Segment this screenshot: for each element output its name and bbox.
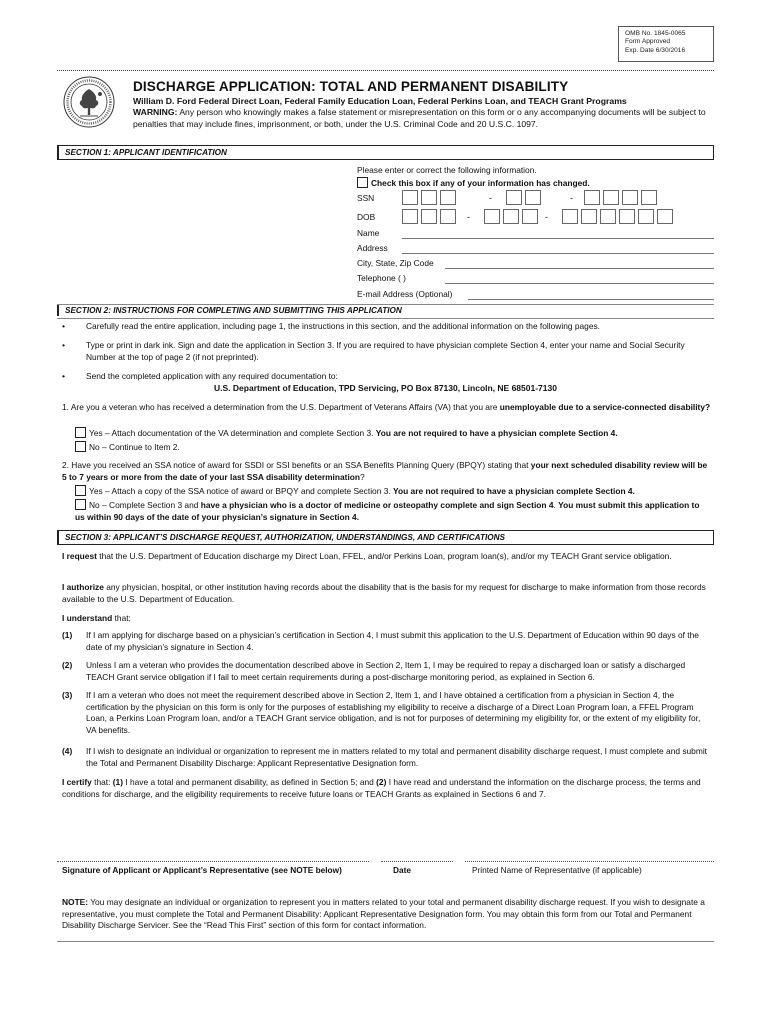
q1-no-row bbox=[75, 441, 180, 454]
telephone-field[interactable] bbox=[445, 283, 714, 284]
department-of-education-seal-icon bbox=[63, 76, 115, 128]
authorize-text: any physician, hospital, or other institution having records about the disability that is the basis for my request for discharge to make information from those records available to the U.S. Department of Education. bbox=[62, 582, 706, 604]
printed-name-label: Printed Name of Representative (if applicable) bbox=[472, 865, 642, 875]
printed-name-field[interactable] bbox=[465, 861, 714, 862]
note-paragraph bbox=[62, 897, 712, 932]
question-2-bold: your next scheduled disability review will be 5 to 7 years or more from the date of your last SSA disability determination bbox=[62, 460, 708, 482]
instruction-2: Type or print in dark ink. Sign and date the application in Section 3. If you are required to have physician complete Section 4, enter your name and Social Security Number at the top of page 2 (if not preprinted). bbox=[86, 340, 685, 362]
signature-field[interactable] bbox=[57, 861, 369, 862]
understand-3-text: If I am a veteran who does not meet the requirement described above in Section 2, Item 1, and I have obtained a certification from a physician in Section 4, the certification by the physician on this form is only for the purposes of establishing my eligibility to receive a discharge of a Direct Loan Program loan, a FFEL Program Loan, a Perkins Loan Program loan, and/or a TEACH Grant service obligation, and is not for purposes of determining my eligibility for, or the extent of my eligibility for, VA benefits. bbox=[86, 690, 701, 735]
email-field[interactable] bbox=[468, 299, 714, 300]
understand-1-number: (1) bbox=[62, 630, 73, 640]
q2-yes-row bbox=[75, 485, 635, 498]
address-field[interactable] bbox=[402, 253, 714, 254]
name-field[interactable] bbox=[402, 238, 714, 239]
date-field[interactable] bbox=[381, 861, 453, 862]
mailing-address: U.S. Department of Education, TPD Servicing, PO Box 87130, Lincoln, NE 68501-7130 bbox=[214, 383, 557, 393]
ssn-label: SSN bbox=[357, 193, 375, 203]
q2-no-bold-2: You must submit this application to us within 90 days of the date of your physician’s signature in Section 4. bbox=[75, 500, 700, 522]
certify-text-2: I have a total and permanent disability, as defined in Section 5; and bbox=[123, 777, 377, 787]
q1-yes-bold: You are not required to have a physician complete Section 4. bbox=[375, 428, 618, 438]
q1-yes-text: Yes – Attach documentation of the VA determination and complete Section 3. bbox=[89, 428, 376, 438]
info-changed-label: Check this box if any of your information has changed. bbox=[371, 178, 590, 188]
q2-yes-text: Yes – Attach a copy of the SSA notice of award or BPQY and complete Section 3. bbox=[89, 486, 394, 496]
dob-boxes-year[interactable] bbox=[562, 209, 676, 224]
section-2-bottom-rule bbox=[57, 318, 714, 319]
certify-paragraph bbox=[62, 777, 712, 800]
omb-number: OMB No. 1845-0065 bbox=[625, 30, 686, 37]
note-text: You may designate an individual or organization to represent you in matters related to your total and permanent disability discharge request. If you wish to designate a representative, you must complete the Total and Permanent Disability: Applicant Representative Designation form. You may obtain this form from our Total and Permanent Disability Discharge Servicer. See the “Read This First” section of this form for contact information. bbox=[62, 897, 705, 931]
authorize-bold: I authorize bbox=[62, 582, 104, 592]
expiration-date: Exp. Date 6/30/2016 bbox=[625, 46, 686, 54]
info-changed-checkbox[interactable] bbox=[357, 177, 368, 188]
q2-yes-bold: You are not required to have a physician complete Section 4. bbox=[393, 486, 635, 496]
authorize-paragraph bbox=[62, 582, 712, 605]
q2-no-text: No – Complete Section 3 and bbox=[89, 500, 201, 510]
dob-dash-2: - bbox=[545, 212, 548, 222]
date-label: Date bbox=[393, 865, 411, 875]
dob-boxes-month[interactable] bbox=[402, 209, 459, 224]
certify-text-1: that: bbox=[91, 777, 113, 787]
understand-2-text: Unless I am a veteran who provides the documentation described above in Section 2, Item 1, I may be required to repay a discharged loan or satisfy a discharged TEACH Grant service obligation if I fail to meet certain requirements during a post-discharge monitoring period, as explained in Section 6. bbox=[86, 660, 686, 682]
warning-body: Any person who knowingly makes a false statement or misrepresentation on this form or o any accompanying documents will be subject to penalties that may include fines, imprisonment, or both, under the U.S. Criminal Code and 20 U.S.C. 1097. bbox=[133, 107, 706, 129]
question-2-end: ? bbox=[360, 471, 365, 482]
certify-text-3: I have read and understand the information on the discharge process, the terms and conditions for discharge, and the eligibility requirements to receive future loans or TEACH Grants as explained in Sections 6 and 7. bbox=[62, 777, 701, 799]
q2-yes-checkbox[interactable] bbox=[75, 485, 86, 496]
q1-no-text: No – Continue to Item 2. bbox=[89, 442, 180, 452]
dob-boxes-day[interactable] bbox=[484, 209, 541, 224]
ssn-dash-1: - bbox=[489, 193, 492, 203]
understand-paragraph bbox=[62, 613, 712, 625]
question-1-bold: unemployable due to a service-connected disability? bbox=[499, 402, 711, 412]
header-divider bbox=[57, 70, 714, 71]
q2-no-mid: . bbox=[553, 500, 559, 510]
q2-no-row bbox=[75, 499, 705, 523]
ssn-boxes-3[interactable] bbox=[584, 190, 660, 205]
q1-yes-row bbox=[75, 427, 618, 440]
request-bold: I request bbox=[62, 551, 97, 561]
q1-no-checkbox[interactable] bbox=[75, 441, 86, 452]
understand-3-number: (3) bbox=[62, 690, 73, 700]
section-2-header: SECTION 2: INSTRUCTIONS FOR COMPLETING AND SUBMITTING THIS APPLICATION bbox=[57, 305, 714, 316]
question-2-text: 2. Have you received an SSA notice of award for SSDI or SSI benefits or an SSA Benefits Planning Query (BPQY) stating that bbox=[62, 460, 531, 470]
understand-2-number: (2) bbox=[62, 660, 73, 670]
bullet-1: • bbox=[62, 321, 66, 331]
request-paragraph bbox=[62, 551, 712, 563]
understand-bold: I understand bbox=[62, 613, 113, 623]
bullet-3: • bbox=[62, 371, 66, 381]
dob-dash-1: - bbox=[467, 212, 470, 222]
city-label: City, State, Zip Code bbox=[357, 258, 434, 268]
q2-no-checkbox[interactable] bbox=[75, 499, 86, 510]
signature-label: Signature of Applicant or Applicant’s Representative (see NOTE below) bbox=[62, 865, 342, 875]
question-1 bbox=[62, 402, 712, 414]
understand-4-text: If I wish to designate an individual or organization to represent me in matters related to my total and permanent disability discharge request, I must complete and submit the Total and Permanent Disability Discharge: Applicant Representative Designation form. bbox=[86, 746, 708, 768]
omb-box bbox=[618, 26, 714, 62]
section-1-intro: Please enter or correct the following information. bbox=[357, 165, 537, 175]
address-label: Address bbox=[357, 243, 388, 253]
form-approved: Form Approved bbox=[625, 38, 671, 46]
understand-text: that: bbox=[112, 613, 131, 623]
footer-rule bbox=[57, 941, 714, 942]
bullet-2: • bbox=[62, 340, 66, 350]
understand-4-number: (4) bbox=[62, 746, 73, 756]
certify-number-1: (1) bbox=[112, 777, 123, 787]
city-field[interactable] bbox=[445, 268, 714, 269]
warning-text bbox=[133, 107, 713, 131]
request-text: that the U.S. Department of Education discharge my Direct Loan, FFEL, and/or Perkins Loan, program loan(s), and/or my TEACH Grant service obligation. bbox=[96, 551, 672, 561]
form-subtitle: William D. Ford Federal Direct Loan, Federal Family Education Loan, Federal Perkins Loan, and TEACH Grant Programs bbox=[133, 96, 627, 106]
info-changed-row bbox=[357, 177, 590, 190]
ssn-boxes-1[interactable] bbox=[402, 190, 459, 205]
question-1-text: 1. Are you a veteran who has received a determination from the U.S. Department of Veterans Affairs (VA) that you are bbox=[62, 402, 500, 412]
email-label: E-mail Address (Optional) bbox=[357, 289, 453, 299]
certify-number-2: (2) bbox=[376, 777, 387, 787]
instruction-3: Send the completed application with any required documentation to: bbox=[86, 371, 338, 381]
dob-label: DOB bbox=[357, 212, 376, 222]
name-label: Name bbox=[357, 228, 380, 238]
note-bold: NOTE: bbox=[62, 897, 89, 907]
section-1-header: SECTION 1: APPLICANT IDENTIFICATION bbox=[57, 145, 714, 160]
warning-label: WARNING: bbox=[133, 107, 178, 117]
certify-bold: I certify bbox=[62, 777, 92, 787]
q1-yes-checkbox[interactable] bbox=[75, 427, 86, 438]
instruction-1: Carefully read the entire application, including page 1, the instructions in this section, and the additional information on the following pages. bbox=[86, 321, 600, 331]
question-2 bbox=[62, 460, 712, 483]
ssn-dash-2: - bbox=[570, 193, 573, 203]
understand-1-text: If I am applying for discharge based on a physician’s certification in Section 4, I must submit this application to the U.S. Department of Education within 90 days of the date of my physician’s signature in Section 4. bbox=[86, 630, 699, 652]
section-3-header: SECTION 3: APPLICANT’S DISCHARGE REQUEST, AUTHORIZATION, UNDERSTANDINGS, AND CERTIFICATIONS bbox=[57, 530, 714, 545]
ssn-boxes-2[interactable] bbox=[506, 190, 544, 205]
telephone-label: Telephone ( ) bbox=[357, 273, 406, 283]
q2-no-bold-1: have a physician who is a doctor of medicine or osteopathy complete and sign Section 4 bbox=[200, 500, 554, 510]
form-title: DISCHARGE APPLICATION: TOTAL AND PERMANENT DISABILITY bbox=[133, 79, 569, 94]
